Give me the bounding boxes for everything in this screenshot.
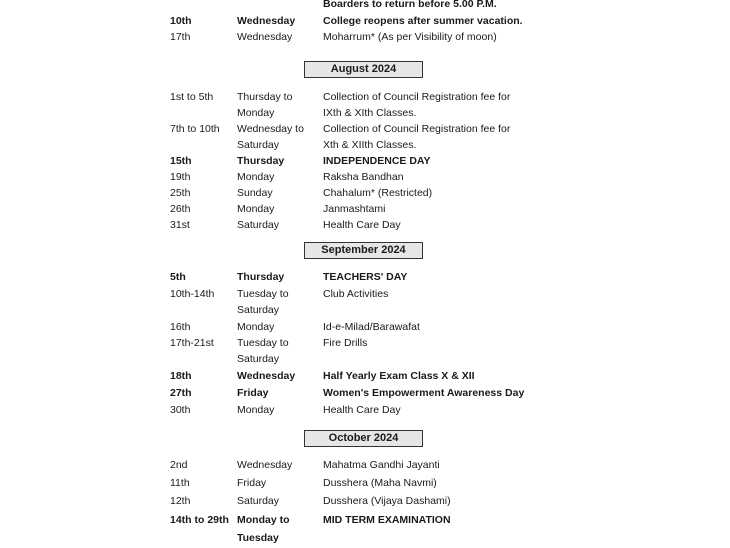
day-cell: Wednesday — [237, 459, 293, 471]
event-cell: Health Care Day — [323, 219, 401, 231]
day-cell: Wednesday — [237, 15, 296, 27]
event-cell: IXth & XIth Classes. — [323, 107, 417, 119]
calendar-row — [0, 123, 730, 139]
event-cell: Dusshera (Maha Navmi) — [323, 477, 437, 489]
day-cell: Saturday — [237, 139, 280, 151]
date-cell: 17th-21st — [170, 337, 214, 349]
calendar-row — [0, 404, 730, 420]
event-cell: Chahalum* (Restricted) — [323, 187, 433, 199]
date-cell: 11th — [170, 477, 190, 489]
day-cell: Tuesday — [237, 532, 279, 544]
month-header: October 2024 — [304, 430, 423, 447]
calendar-row — [0, 91, 730, 107]
date-cell: 7th to 10th — [170, 123, 220, 135]
day-cell: Thursday — [237, 155, 285, 167]
calendar-row — [0, 155, 730, 171]
date-cell: 19th — [170, 171, 191, 183]
event-cell: INDEPENDENCE DAY — [323, 155, 431, 167]
event-cell: Fire Drills — [323, 337, 368, 349]
calendar-row — [0, 219, 730, 235]
day-cell: Friday — [237, 477, 267, 489]
day-cell: Saturday — [237, 353, 280, 365]
day-cell: Monday — [237, 321, 275, 333]
date-cell: 1st to 5th — [170, 91, 214, 103]
calendar-row — [0, 139, 730, 155]
calendar-row — [0, 288, 730, 304]
event-cell: Id-e-Milad/Barawafat — [323, 321, 420, 333]
date-cell: 2nd — [170, 459, 188, 471]
event-cell: College reopens after summer vacation. — [323, 15, 523, 27]
date-cell: 10th — [170, 15, 192, 27]
event-cell: Raksha Bandhan — [323, 171, 404, 183]
calendar-row — [0, 459, 730, 475]
event-cell: Club Activities — [323, 288, 389, 300]
date-cell: 12th — [170, 495, 191, 507]
calendar-row — [0, 271, 730, 287]
date-cell: 30th — [170, 404, 191, 416]
day-cell: Wednesday — [237, 370, 296, 382]
event-cell: Women's Empowerment Awareness Day — [323, 387, 525, 399]
day-cell: Saturday — [237, 219, 280, 231]
event-cell: Collection of Council Registration fee for — [323, 123, 511, 135]
day-cell: Monday to — [237, 514, 290, 526]
calendar-row — [0, 337, 730, 353]
calendar-row — [0, 353, 730, 369]
event-cell: MID TERM EXAMINATION — [323, 514, 451, 526]
day-cell: Sunday — [237, 187, 273, 199]
calendar-row — [0, 370, 730, 386]
event-cell: Mahatma Gandhi Jayanti — [323, 459, 440, 471]
day-cell: Wednesday to — [237, 123, 304, 135]
event-cell: Health Care Day — [323, 404, 401, 416]
event-cell: Collection of Council Registration fee for — [323, 91, 511, 103]
month-header: August 2024 — [304, 61, 423, 78]
date-cell: 15th — [170, 155, 192, 167]
event-cell: TEACHERS' DAY — [323, 271, 408, 283]
date-cell: 31st — [170, 219, 190, 231]
day-cell: Thursday — [237, 271, 285, 283]
day-cell: Saturday — [237, 495, 280, 507]
calendar-row — [0, 387, 730, 403]
calendar-row — [0, 495, 730, 511]
day-cell: Monday — [237, 171, 275, 183]
day-cell: Tuesday to — [237, 337, 289, 349]
calendar-row — [0, 321, 730, 337]
date-cell: 10th-14th — [170, 288, 215, 300]
date-cell: 16th — [170, 321, 191, 333]
calendar-row — [0, 514, 730, 530]
calendar-row — [0, 0, 730, 14]
event-cell: Boarders to return before 5.00 P.M. — [323, 0, 497, 10]
calendar-row — [0, 31, 730, 47]
date-cell: 27th — [170, 387, 192, 399]
date-cell: 5th — [170, 271, 186, 283]
day-cell: Saturday — [237, 304, 280, 316]
event-cell: Xth & XIIth Classes. — [323, 139, 417, 151]
date-cell: 17th — [170, 31, 191, 43]
calendar-row — [0, 203, 730, 219]
day-cell: Monday — [237, 107, 275, 119]
calendar-row — [0, 107, 730, 123]
calendar-row — [0, 171, 730, 187]
day-cell: Wednesday — [237, 31, 293, 43]
day-cell: Tuesday to — [237, 288, 289, 300]
date-cell: 14th to 29th — [170, 514, 229, 526]
date-cell: 18th — [170, 370, 192, 382]
date-cell: 26th — [170, 203, 191, 215]
calendar-row — [0, 304, 730, 320]
event-cell: Moharrum* (As per Visibility of moon) — [323, 31, 497, 43]
month-header: September 2024 — [304, 242, 423, 259]
event-cell: Janmashtami — [323, 203, 386, 215]
event-cell: Half Yearly Exam Class X & XII — [323, 370, 475, 382]
day-cell: Friday — [237, 387, 269, 399]
calendar-row — [0, 532, 730, 548]
event-cell: Dusshera (Vijaya Dashami) — [323, 495, 451, 507]
calendar-row — [0, 15, 730, 31]
day-cell: Monday — [237, 404, 275, 416]
calendar-row — [0, 187, 730, 203]
day-cell: Thursday to — [237, 91, 293, 103]
date-cell: 25th — [170, 187, 191, 199]
day-cell: Monday — [237, 203, 275, 215]
calendar-row — [0, 477, 730, 493]
